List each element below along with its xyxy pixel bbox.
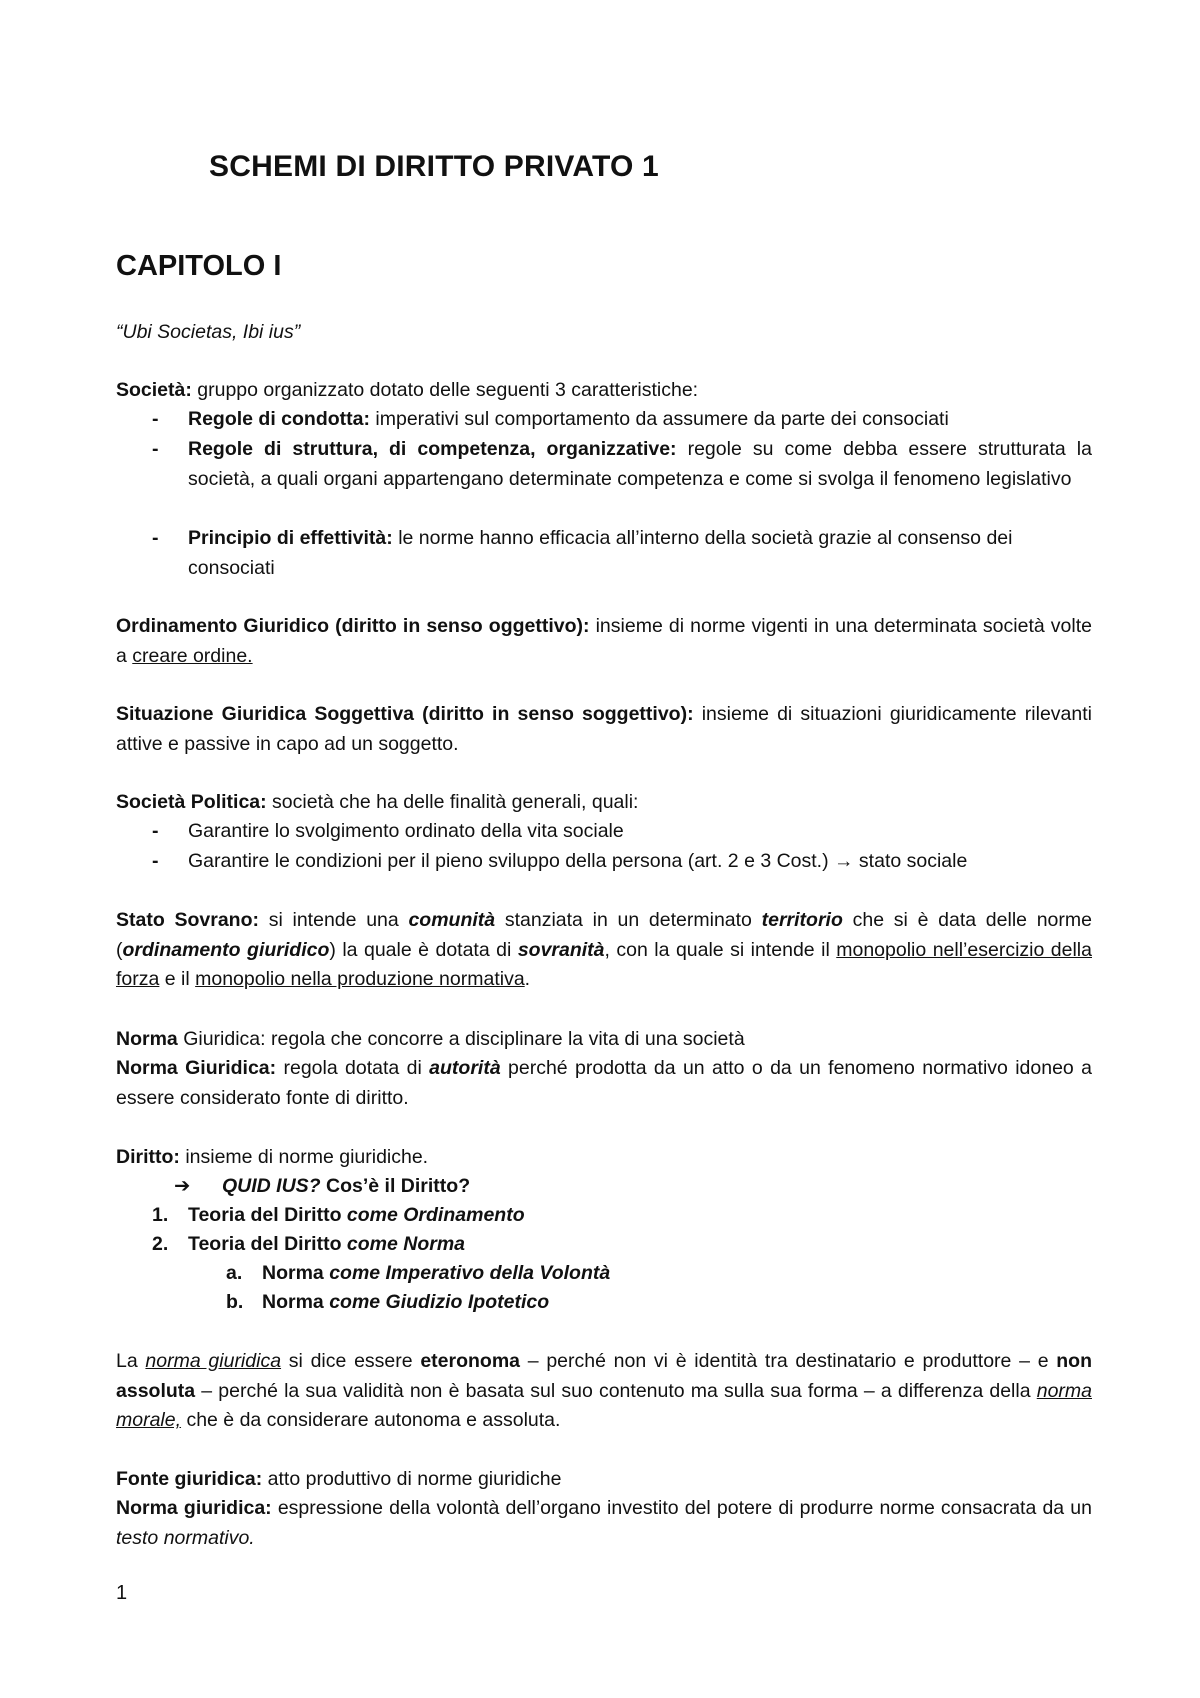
definition-norma-1: Norma Giuridica: regola che concorre a disciplinare la vita di una società [116, 1028, 745, 1050]
definition-norma-2: Norma Giuridica: regola dotata di autorità perché prodotta da un atto o da un fenomeno normativo idoneo a essere considerato fonte di diritto. [116, 1057, 1092, 1109]
definition-diritto: Diritto: insieme di norme giuridiche. [116, 1146, 429, 1168]
motto-quote: “Ubi Societas, Ibi ius” [116, 321, 301, 343]
definition-stato-sovrano: Stato Sovrano: si intende una comunità stanziata in un determinato territorio che si è data delle norme (ordinamento giuridico) la quale è dotata di sovranità, con la quale si intende il monopolio nell’esercizio della forza e il monopolio nella produzione normativa. [116, 909, 1092, 990]
chapter-heading: CAPITOLO I [116, 250, 282, 282]
paragraph-eteronoma: La norma giuridica si dice essere eteronoma – perché non vi è identità tra destinatario e produttore – e non assoluta – perché la sua validità non è basata sul suo contenuto ma sulla sua forma – a differenza della norma morale, che è da considerare autonoma e assoluta. [116, 1350, 1092, 1431]
definition-societa-politica: Società Politica: società che ha delle finalità generali, quali: [116, 791, 639, 813]
definition-fonte: Fonte giuridica: atto produttivo di norme giuridiche [116, 1468, 562, 1490]
arrow-right-icon: ➔ [174, 1175, 191, 1197]
document-title: SCHEMI DI DIRITTO PRIVATO 1 [209, 150, 659, 183]
definition-societa: Società: gruppo organizzato dotato delle seguenti 3 caratteristiche: [116, 379, 699, 401]
definition-ordinamento: Ordinamento Giuridico (diritto in senso oggettivo): insieme di norme vigenti in una determinata società volte a creare ordine. [116, 615, 1092, 667]
page-number: 1 [116, 1582, 128, 1604]
definition-norma-3: Norma giuridica: espressione della volontà dell’organo investito del potere di produrre norme consacrata da un testo normativo. [116, 1497, 1092, 1549]
definition-situazione: Situazione Giuridica Soggettiva (diritto in senso soggettivo): insieme di situazioni giuridicamente rilevanti attive e passive in capo ad un soggetto. [116, 703, 1092, 755]
arrow-right-icon: → [834, 850, 854, 872]
